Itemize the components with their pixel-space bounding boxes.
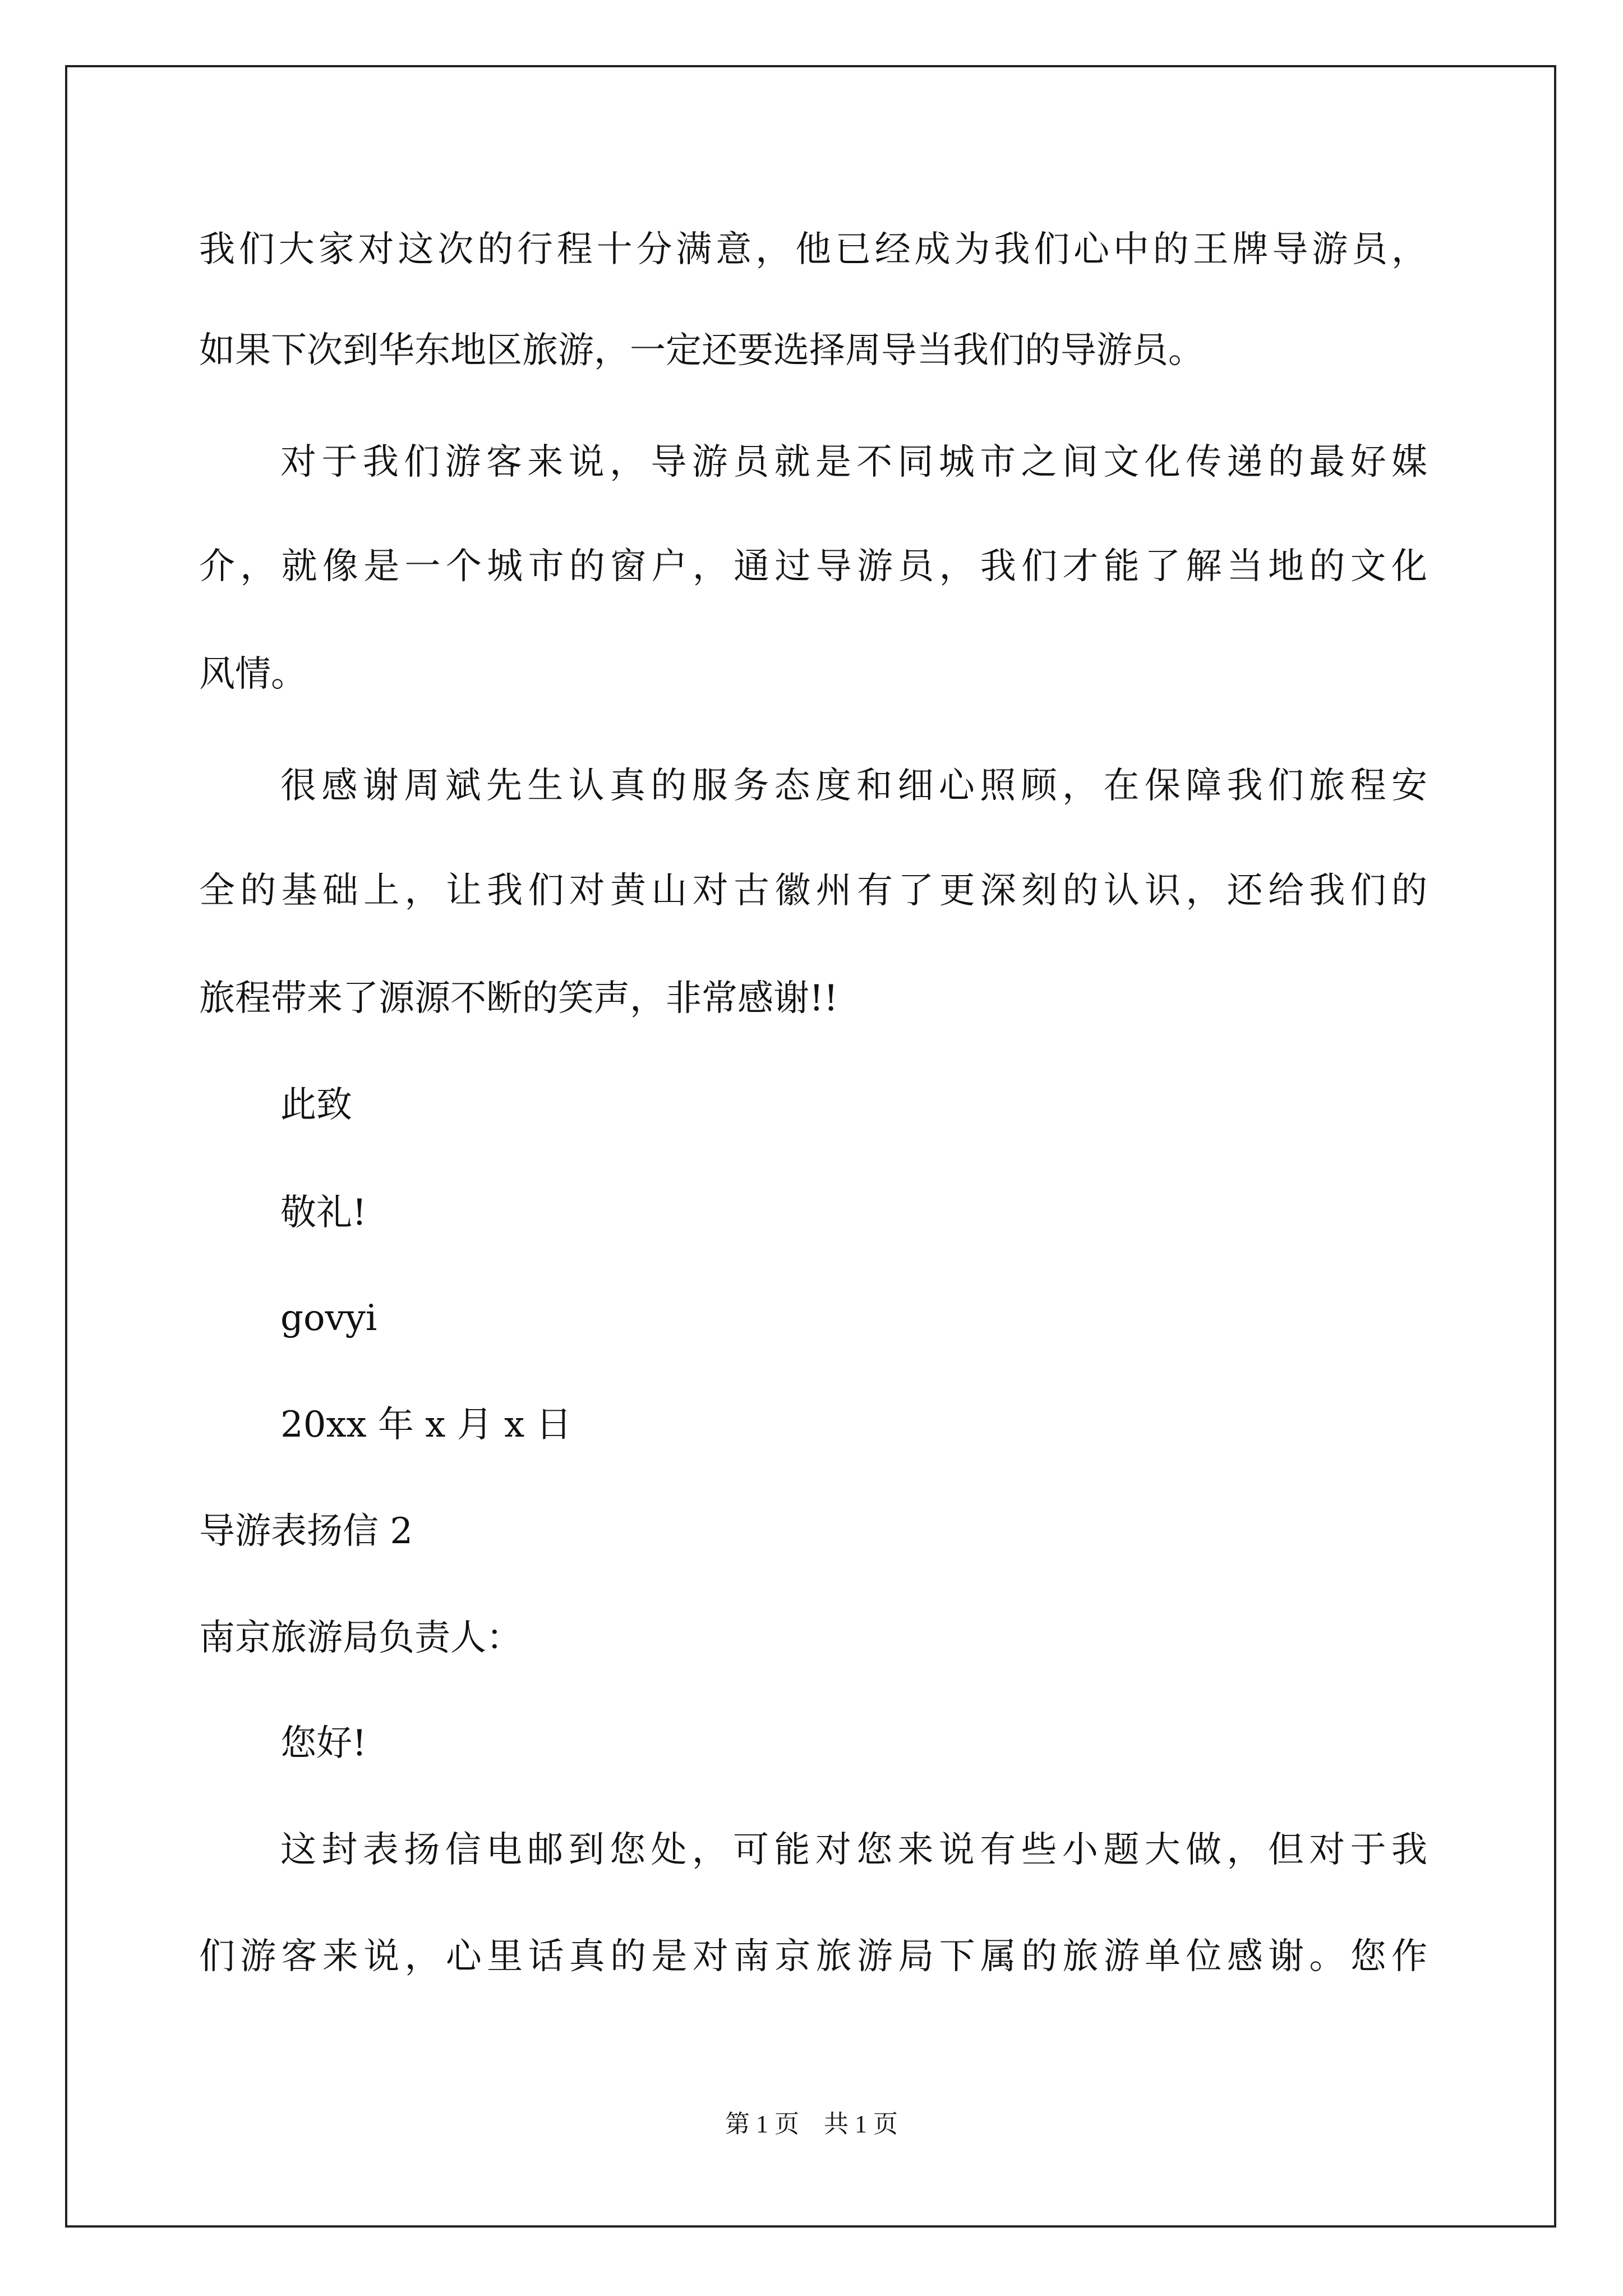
recipient-line: 南京旅游局负责人：: [199, 1617, 522, 1659]
greeting-line: 您好!: [280, 1723, 367, 1764]
page-border: [65, 65, 1556, 2228]
page-footer: 第 1 页 共 1 页: [725, 2110, 898, 2138]
body-line: 我们大家对这次的行程十分满意，他已经成为我们心中的王牌导游员，: [199, 229, 1427, 270]
body-line: 风情。: [199, 654, 307, 695]
body-line: 全的基础上，让我们对黄山对古徽州有了更深刻的认识，还给我们的: [199, 870, 1427, 912]
salutation-regards: 敬礼!: [280, 1192, 367, 1234]
body-line: 们游客来说，心里话真的是对南京旅游局下属的旅游单位感谢。您作: [199, 1936, 1427, 1977]
date-line: 20xx 年 x 月 x 日: [280, 1404, 572, 1446]
body-line: 这封表扬信电邮到您处，可能对您来说有些小题大做，但对于我: [280, 1829, 1427, 1871]
body-line: 如果下次到华东地区旅游，一定还要选择周导当我们的导游员。: [199, 330, 1204, 371]
body-line: 介，就像是一个城市的窗户，通过导游员，我们才能了解当地的文化: [199, 546, 1427, 587]
signature: govyi: [280, 1297, 377, 1339]
section-title: 导游表扬信 2: [199, 1511, 413, 1552]
salutation-closing: 此致: [280, 1084, 352, 1126]
body-line: 对于我们游客来说，导游员就是不同城市之间文化传递的最好媒: [280, 441, 1427, 483]
body-line: 旅程带来了源源不断的笑声，非常感谢!!: [199, 978, 838, 1019]
body-line: 很感谢周斌先生认真的服务态度和细心照顾，在保障我们旅程安: [280, 765, 1427, 807]
